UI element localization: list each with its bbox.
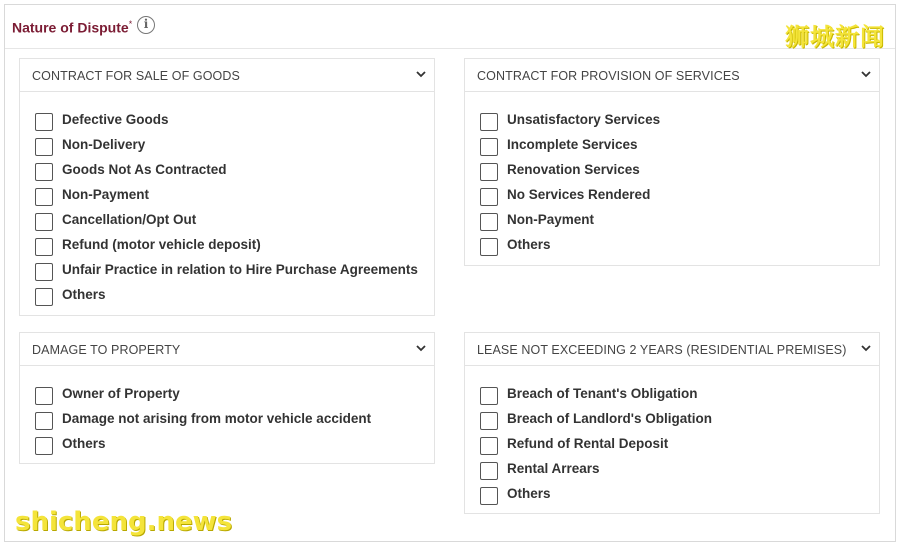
checkbox[interactable]: [35, 387, 53, 405]
checkbox-label[interactable]: Defective Goods: [62, 112, 169, 127]
page-title: [12, 19, 132, 36]
checkbox-label[interactable]: Renovation Services: [507, 162, 640, 177]
checkbox[interactable]: [480, 437, 498, 455]
checkbox[interactable]: [35, 412, 53, 430]
card-title: LEASE NOT EXCEEDING 2 YEARS (RESIDENTIAL PREMISES): [477, 343, 847, 357]
checkbox[interactable]: [480, 188, 498, 206]
checkbox[interactable]: [480, 113, 498, 131]
card-title: DAMAGE TO PROPERTY: [32, 343, 181, 357]
chevron-down-icon[interactable]: [416, 69, 426, 79]
checkbox[interactable]: [35, 437, 53, 455]
checkbox-label[interactable]: Unsatisfactory Services: [507, 112, 661, 127]
checkbox[interactable]: [35, 113, 53, 131]
checkbox[interactable]: [35, 238, 53, 256]
checkbox-label[interactable]: Breach of Landlord's Obligation: [507, 411, 712, 426]
checkbox-label[interactable]: Unfair Practice in relation to Hire Purchase Agreements: [62, 262, 418, 277]
checkbox-label[interactable]: Non-Delivery: [62, 137, 146, 152]
card-header-provision-of-services[interactable]: [465, 59, 879, 92]
checkbox-label[interactable]: Others: [507, 486, 551, 501]
checkbox[interactable]: [35, 163, 53, 181]
card-lease-residential: [464, 332, 880, 514]
checkbox[interactable]: [35, 263, 53, 281]
checkbox-label[interactable]: Damage not arising from motor vehicle accident: [62, 411, 372, 426]
watermark-logo-cn: 狮城新闻: [785, 23, 885, 51]
checkbox-label[interactable]: Owner of Property: [62, 386, 180, 401]
checkbox[interactable]: [480, 462, 498, 480]
checkbox[interactable]: [35, 188, 53, 206]
card-header-sale-of-goods[interactable]: [20, 59, 434, 92]
checkbox[interactable]: [480, 213, 498, 231]
info-icon[interactable]: i: [137, 16, 155, 34]
card-title: CONTRACT FOR PROVISION OF SERVICES: [477, 69, 740, 83]
checkbox[interactable]: [480, 138, 498, 156]
checkbox-label[interactable]: Others: [62, 287, 106, 302]
checkbox[interactable]: [35, 213, 53, 231]
nature-of-dispute-panel: [4, 4, 896, 542]
chevron-down-icon[interactable]: [861, 343, 871, 353]
chevron-down-icon[interactable]: [416, 343, 426, 353]
checkbox-label[interactable]: Refund (motor vehicle deposit): [62, 237, 261, 252]
checkbox[interactable]: [480, 487, 498, 505]
card-sale-of-goods: [19, 58, 435, 316]
section-title-text: Nature of Dispute: [12, 19, 129, 36]
checkbox-label[interactable]: Breach of Tenant's Obligation: [507, 386, 698, 401]
checkbox[interactable]: [480, 163, 498, 181]
checkbox-label[interactable]: Refund of Rental Deposit: [507, 436, 669, 451]
checkbox[interactable]: [480, 387, 498, 405]
section-header: [5, 5, 895, 49]
checkbox[interactable]: [480, 238, 498, 256]
checkbox-label[interactable]: Rental Arrears: [507, 461, 600, 476]
card-header-lease-residential[interactable]: [465, 333, 879, 366]
card-header-damage-to-property[interactable]: [20, 333, 434, 366]
checkbox-label[interactable]: No Services Rendered: [507, 187, 651, 202]
checkbox-label[interactable]: Non-Payment: [62, 187, 150, 202]
checkbox-label[interactable]: Non-Payment: [507, 212, 595, 227]
checkbox-label[interactable]: Goods Not As Contracted: [62, 162, 227, 177]
card-title: CONTRACT FOR SALE OF GOODS: [32, 69, 240, 83]
card-provision-of-services: [464, 58, 880, 266]
required-marker: *: [128, 19, 133, 29]
checkbox-label[interactable]: Cancellation/Opt Out: [62, 212, 197, 227]
checkbox-label[interactable]: Others: [507, 237, 551, 252]
checkbox[interactable]: [480, 412, 498, 430]
checkbox-label[interactable]: Incomplete Services: [507, 137, 638, 152]
checkbox[interactable]: [35, 288, 53, 306]
checkbox[interactable]: [35, 138, 53, 156]
checkbox-label[interactable]: Others: [62, 436, 106, 451]
chevron-down-icon[interactable]: [861, 69, 871, 79]
card-damage-to-property: [19, 332, 435, 464]
watermark-logo-en: shicheng.news: [15, 507, 233, 537]
